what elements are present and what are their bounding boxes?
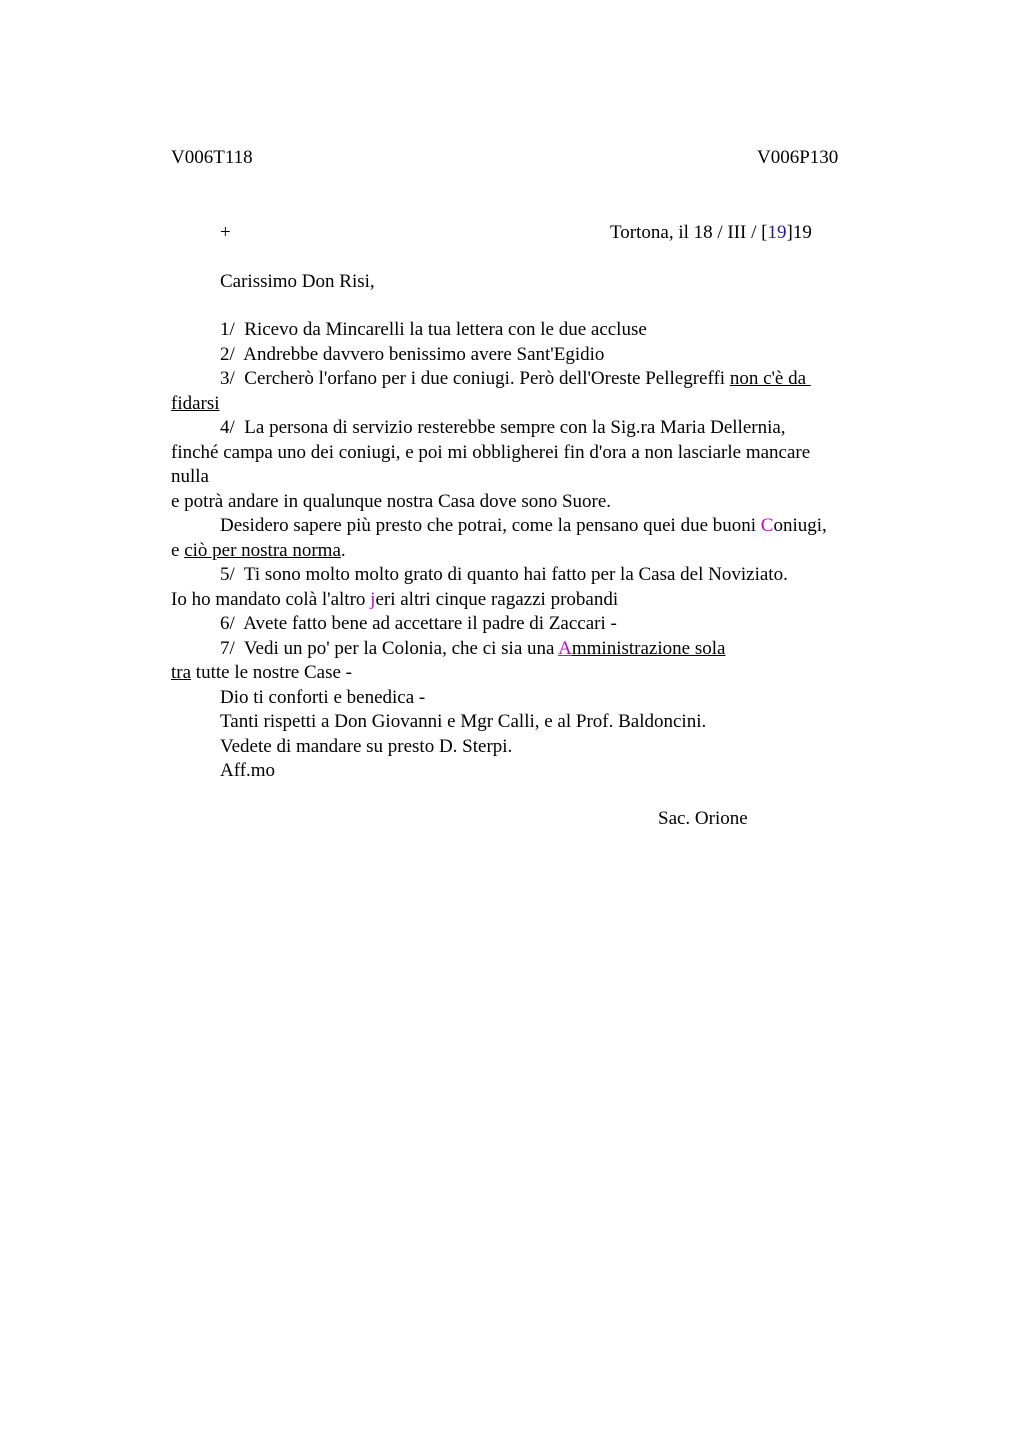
editorial-letter-a: A [558, 638, 572, 659]
closing-line-4: Aff.mo [220, 760, 276, 781]
paragraph-3-line-1 [220, 367, 811, 391]
editorial-letter-c: C [760, 515, 774, 536]
paragraph-7-text: 7/ Vedi un po' per la Colonia, che ci sia una [220, 638, 559, 659]
salutation: Carissimo Don Risi, [220, 271, 375, 292]
paragraph-7-underlined: mministrazione sola [571, 638, 726, 659]
paragraph-4-line-3: nulla [171, 466, 209, 487]
closing-line-2: Tanti rispetti a Don Giovanni e Mgr Calli, e al Prof. Baldoncini. [220, 711, 707, 732]
paragraph-5-line-2 [171, 588, 618, 612]
closing-line-3: Vedete di mandare su presto D. Sterpi. [220, 736, 513, 757]
paragraph-5-line-1: 5/ Ti sono molto molto grato di quanto hai fatto per la Casa del Noviziato. [220, 564, 788, 585]
paragraph-4-line-5-end: oniugi, [773, 515, 827, 536]
paragraph-5-line-2-start: Io ho mandato colà l'altro [171, 589, 371, 610]
editorial-letter-j: j [370, 589, 376, 610]
cross-symbol: + [220, 222, 231, 243]
paragraph-4-line-5 [220, 514, 827, 538]
paragraph-7-underlined-tra: tra [171, 662, 192, 683]
paragraph-7-line-2-end: tutte le nostre Case - [191, 662, 352, 683]
paragraph-4-line-6-start: e [171, 540, 185, 561]
paragraph-7-line-1 [220, 637, 725, 661]
paragraph-4-line-5-text: Desidero sapere più presto che potrai, come la pensano quei due buoni [220, 515, 761, 536]
date-line [610, 221, 812, 245]
paragraph-4-line-6 [171, 539, 346, 563]
paragraph-6: 6/ Avete fatto bene ad accettare il padre di Zaccari - [220, 613, 617, 634]
paragraph-3-line-2: fidarsi [171, 393, 220, 414]
paragraph-4-underlined: ciò per nostra norma [184, 540, 341, 561]
paragraph-3-text: 3/ Cercherò l'orfano per i due coniugi. Però dell'Oreste Pellegreffi [220, 368, 730, 389]
paragraph-4-line-4: e potrà andare in qualunque nostra Casa dove sono Suore. [171, 491, 612, 512]
closing-line-1: Dio ti conforti e benedica - [220, 687, 426, 708]
date-suffix: ]19 [786, 222, 812, 243]
paragraph-2: 2/ Andrebbe davvero benissimo avere Sant'Egidio [220, 344, 605, 365]
paragraph-4-line-6-end: . [340, 540, 346, 561]
paragraph-5-line-2-end: eri altri cinque ragazzi probandi [375, 589, 619, 610]
header-left-code: V006T118 [171, 147, 253, 168]
paragraph-7-line-2 [171, 661, 352, 685]
paragraph-1: 1/ Ricevo da Mincarelli la tua lettera con le due accluse [220, 319, 647, 340]
header-right-code: V006P130 [757, 147, 839, 168]
paragraph-3-underlined: non c'è da [729, 368, 811, 389]
paragraph-4-line-1: 4/ La persona di servizio resterebbe sempre con la Sig.ra Maria Dellernia, [220, 417, 786, 438]
paragraph-4-line-2: finché campa uno dei coniugi, e poi mi obbligherei fin d'ora a non lasciarle mancare [171, 442, 811, 463]
date-year-insert: 19 [767, 222, 787, 243]
date-prefix: Tortona, il 18 / III / [ [610, 222, 768, 243]
signature: Sac. Orione [658, 808, 748, 829]
